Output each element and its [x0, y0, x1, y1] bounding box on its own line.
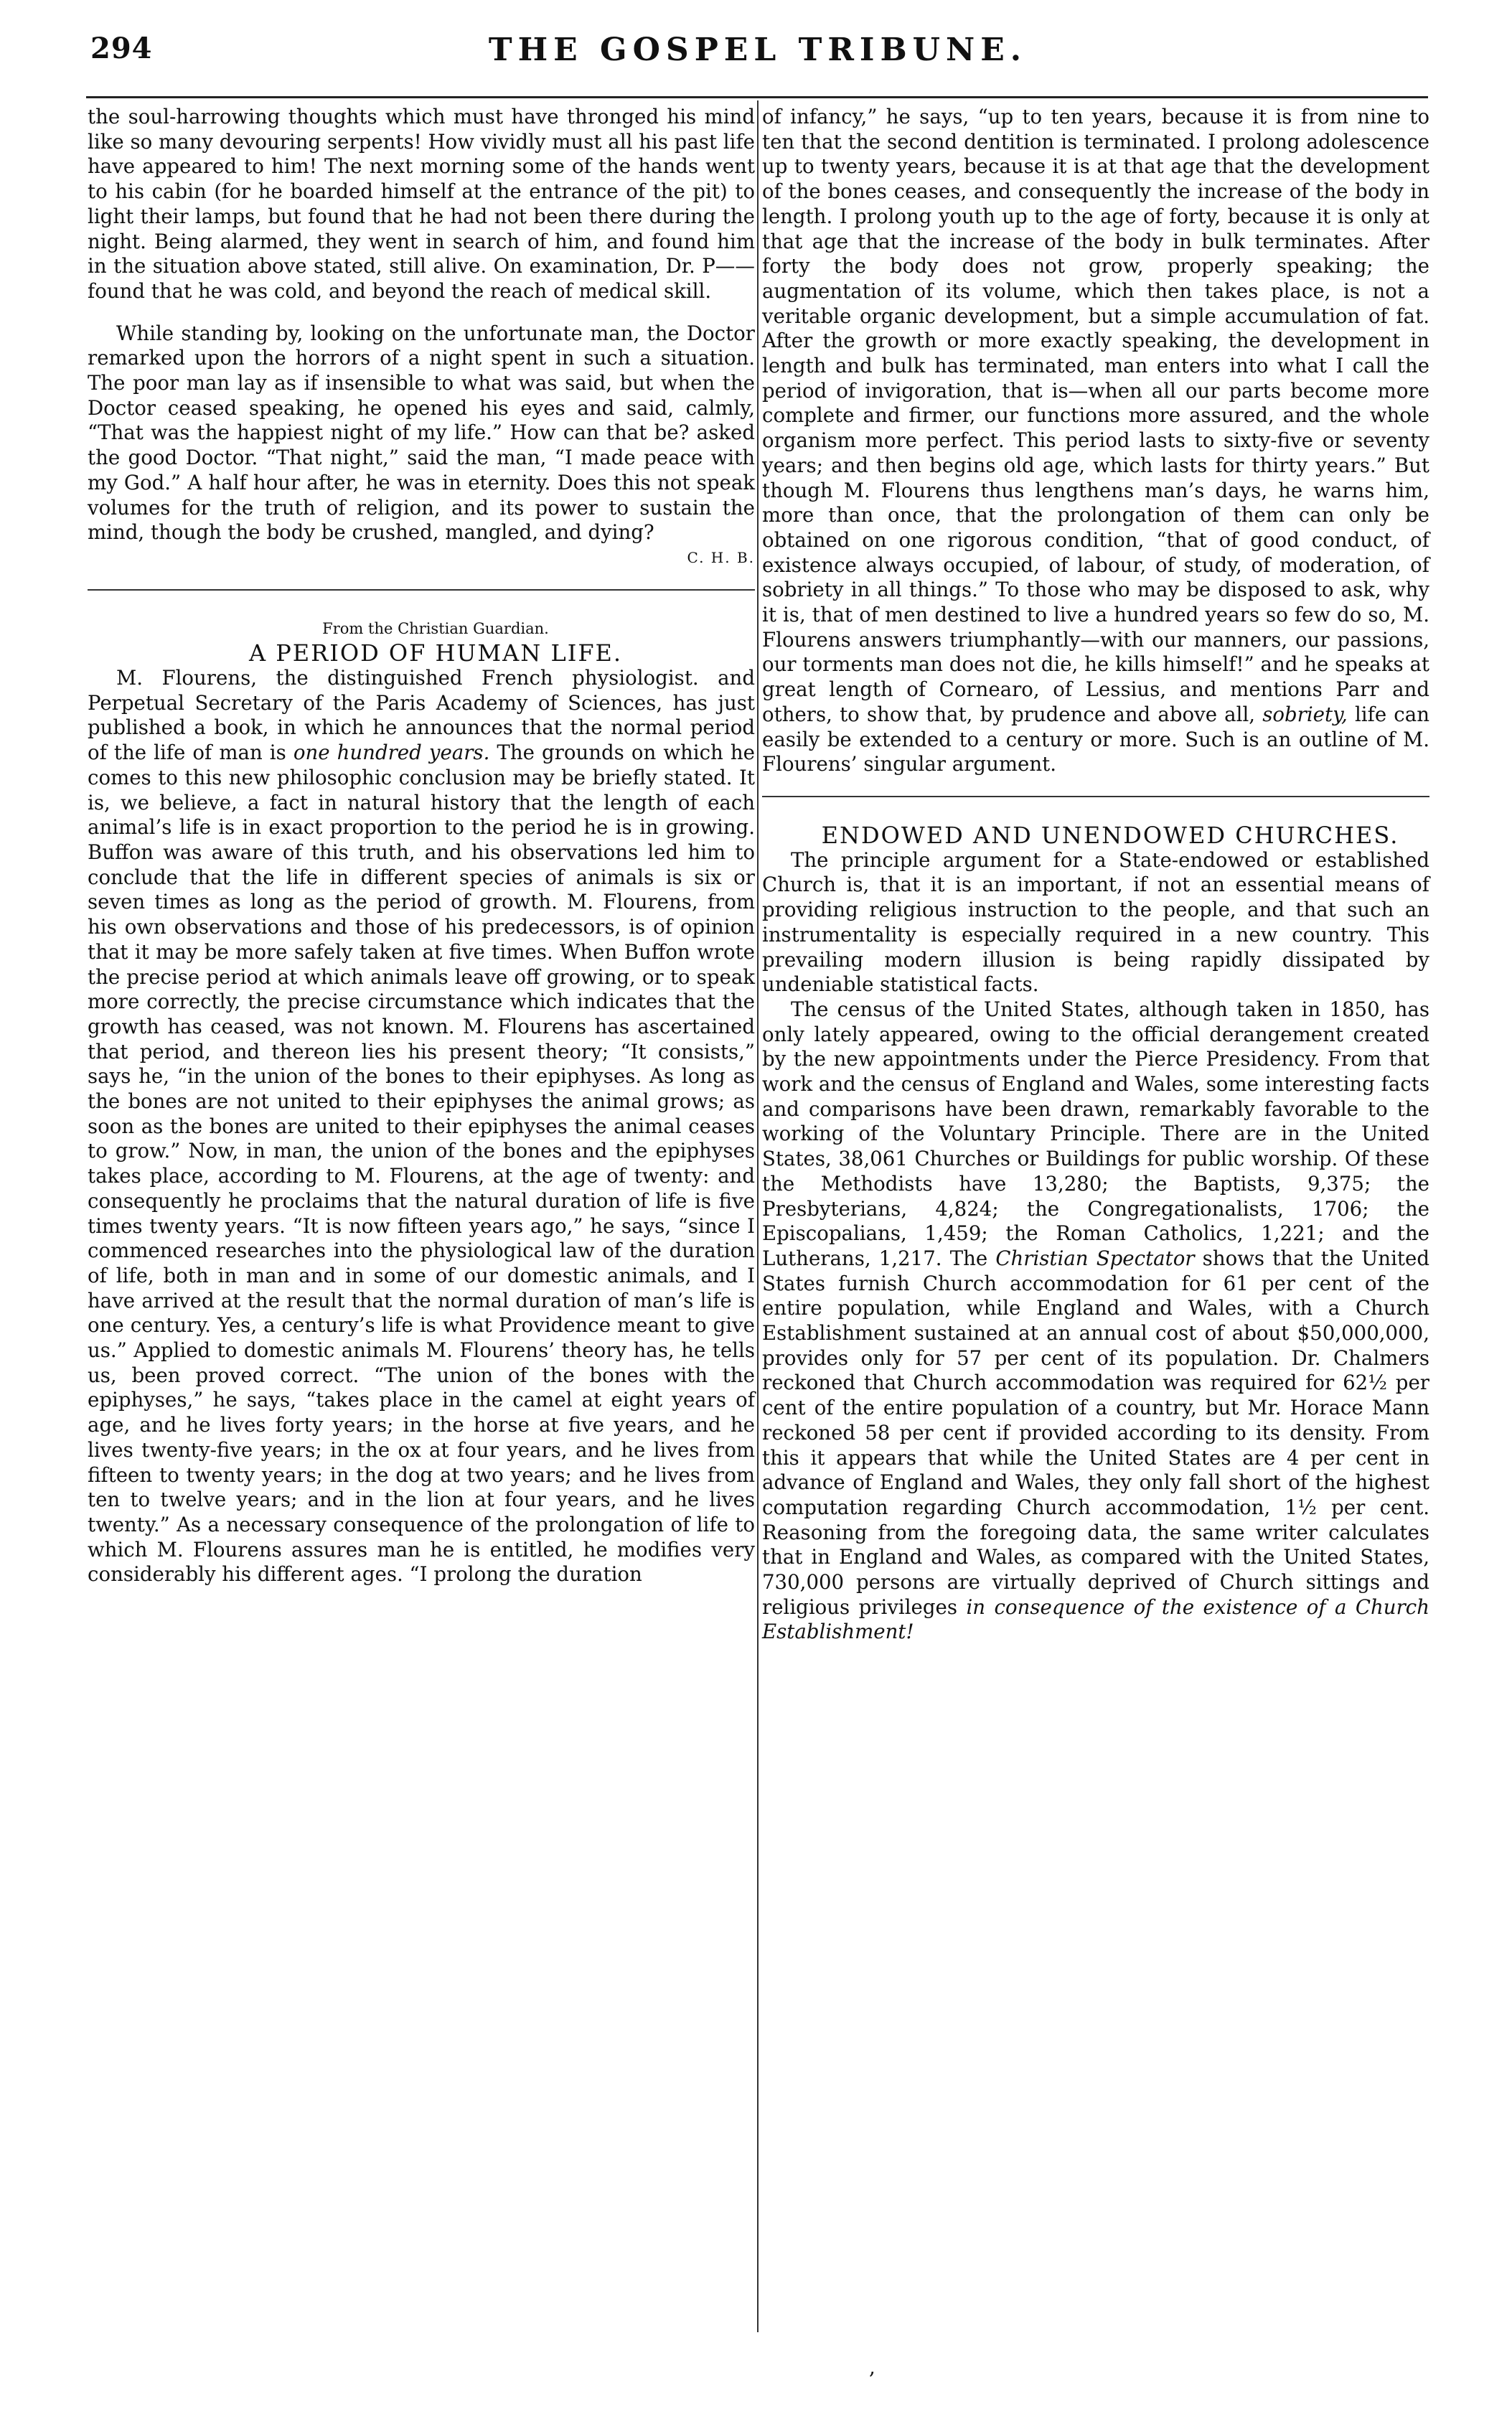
page-header [90, 32, 1425, 78]
italic-run: in consequence of the existence of a Church Establishment! [762, 1595, 1429, 1644]
article-paragraph [762, 105, 1429, 777]
page-number: 294 [90, 32, 153, 65]
text-run: life can easily be extended to a century or more. Such is an outline of M. Flourens’ singular argument. [762, 702, 1429, 776]
column-divider [757, 100, 759, 2332]
article-paragraph [762, 997, 1429, 1645]
signature-row [88, 545, 755, 570]
section-divider [762, 796, 1429, 797]
running-title: THE GOSPEL TRIBUNE. [488, 32, 1028, 68]
italic-run: sobriety, [1262, 702, 1348, 726]
article-title: A PERIOD OF HUMAN LIFE. [248, 639, 623, 667]
text-run: shows that the United States furnish Church accommodation for 61 per cent of the entire population, while England and Wales, with a Church Establishment sustained at an annual cost of about $50,000,000, provides only for 57 per cent of its population. Dr. Chalmers reckoned that Church accommodation was required for 62½ per cent of the entire population of a country, but Mr. Horace Mann reckoned 58 per cent if provided according to its density. From this it appears that while the United States are 4 per cent in advance of England and Wales, they only fall short of the highest computation regarding Church accommodation, 1½ per cent. Reasoning from the foregoing data, the same writer calculates that in England and Wales, as compared with the United States, 730,000 persons are virtually deprived of Church sittings and religious privileges [762, 1246, 1429, 1619]
continued-paragraph: the soul-harrowing thoughts which must have thronged his mind like so many devouring serpents! How vividly must all his past life have appeared to him! The next morning some of the hands went to his cabin (for he boarded himself at the entrance of the pit) to light their lamps, but found that he had not been there during the night. Being alarmed, they went in search of him, and found him in the situation above stated, still alive. On examination, Dr. P—— found that he was cold, and beyond the reach of medical skill. [88, 105, 755, 303]
article-source: From the Christian Guardian. [322, 619, 549, 637]
author-signature: C. H. B. [687, 548, 755, 566]
article-title: ENDOWED AND UNENDOWED CHURCHES. [821, 821, 1399, 849]
left-column [88, 105, 755, 1587]
text-run: The census of the United States, although taken in 1850, has only lately appeared, owing to the official derangement created by the new appointments under the Pierce Presidency. From that work and the census of England and Wales, some interesting facts and comparisons have been drawn, remarkably favorable to the working of the Voluntary Principle. There are in the United States, 38,061 Churches or Buildings for public worship. Of these the Methodists have 13,280; the Baptists, 9,375; the Presbyterians, 4,824; the Congregationalists, 1706; the Episcopalians, 1,459; the Roman Catholics, 1,221; and the Lutherans, 1,217. The [762, 997, 1429, 1270]
header-rule [86, 96, 1428, 98]
italic-run: Christian Spectator [995, 1246, 1195, 1270]
section-divider [88, 589, 755, 591]
right-column [762, 105, 1429, 1645]
continued-paragraph: While standing by, looking on the unfortunate man, the Doctor remarked upon the horrors of a night spent in such a situation. The poor man lay as if insensible to what was said, but when the Doctor ceased speaking, he opened his eyes and said, calmly, “That was the happiest night of my life.” How can that be? asked the good Doctor. “That night,” said the man, “I made peace with my God.” A half hour after, he was in eternity. Does this not speak volumes for the truth of religion, and its power to sustain the mind, though the body be crushed, mangled, and dying? [88, 321, 755, 545]
text-run: The grounds on which he comes to this new philosophic conclusion may be briefly stated. It is, we believe, a fact in natural history that the length of each animal’s life is in exact proportion to the period he is in growing. Buffon was aware of this truth, and his observations led him to conclude that the life in different species of animals is six or seven times as long as the period of growth. M. Flourens, from his own observations and those of his predecessors, is of opinion that it may be more safely taken at five times. When Buffon wrote the precise period at which animals leave off growing, or to speak more correctly, the precise circumstance which indicates that the growth has ceased, was not known. M. Flourens has ascertained that period, and thereon lies his present theory; “It consists,” says he, “in the union of the bones to their epiphyses. As long as the bones are not united to their epiphyses the animal grows; as soon as the bones are united to their epiphyses the animal ceases to grow.” Now, in man, the union of the bones and the epiphyses takes place, according to M. Flourens, at the age of twenty: and consequently he proclaims that the natural duration of life is five times twenty years. “It is now fifteen years ago,” he says, “since I commenced researches into the physiological law of the duration of life, both in man and in some of our domestic animals, and I have arrived at the result that the normal duration of man’s life is one century. Yes, a century’s life is what Providence meant to give us.” Applied to domestic animals M. Flourens’ theory has, he tells us, been proved correct. “The union of the bones with the epiphyses,” he says, “takes place in the camel at eight years of age, and he lives forty years; in the horse at five years, and he lives twenty-five years; in the ox at four years, and he lives from fifteen to twenty years; in the dog at two years; and he lives from ten to twelve years; and in the lion at four years, and he lives twenty.” As a necessary consequence of the prolongation of life to which M. Flourens assures man he is entitled, he modifies very considerably his different ages. “I prolong the duration [88, 741, 755, 1587]
article-paragraph: The principle argument for a State-endowed or established Church is, that it is an important, if not an essential means of providing religious instruction to the people, and that such an instrumentality is especially required in a new country. This prevailing modern illusion is being rapidly dissipated by undeniable statistical facts. [762, 847, 1429, 997]
article-paragraph [88, 666, 755, 1587]
italic-run: one hundred years. [293, 741, 490, 765]
text-run: M. Flourens, the distinguished French physiologist. and Perpetual Secretary of the Paris Academy of Sciences, has just published a book, in which he announces that the normal period of the life of man is [88, 666, 755, 765]
text-run: of infancy,” he says, “up to ten years, because it is from nine to ten that the second dentition is terminated. I prolong adolescence up to twenty years, because it is at that age that the development of the bones ceases, and consequently the increase of the body in length. I prolong youth up to the age of forty, because it is only at that age that the increase of the body in bulk terminates. After forty the body does not grow, properly speaking; the augmentation of its volume, which then takes place, is not a veritable organic development, but a simple accumulation of fat. After the growth or more exactly speaking, the development in length and bulk has terminated, man enters into what I call the period of invigoration, that is—when all our parts become more complete and firmer, our functions more assured, and the whole organism more perfect. This period lasts to sixty-five or seventy years; and then begins old age, which lasts for thirty years.” But though M. Flourens thus lengthens man’s days, he warns him, more than once, that the prolongation of them can only be obtained on one rigorous condition, “that of good conduct, of existence always occupied, of labour, of study, of moderation, of sobriety in all things.” To those who may be disposed to ask, why it is, that of men destined to live a hundred years so few do so, M. Flourens answers triumphantly—with our manners, our passions, our torments man does not die, he kills himself!” and he speaks at great length of Cornearo, of Lessius, and mentions Parr and others, to show that, by prudence and above all, [762, 105, 1429, 726]
print-speck: , [869, 2355, 875, 2379]
